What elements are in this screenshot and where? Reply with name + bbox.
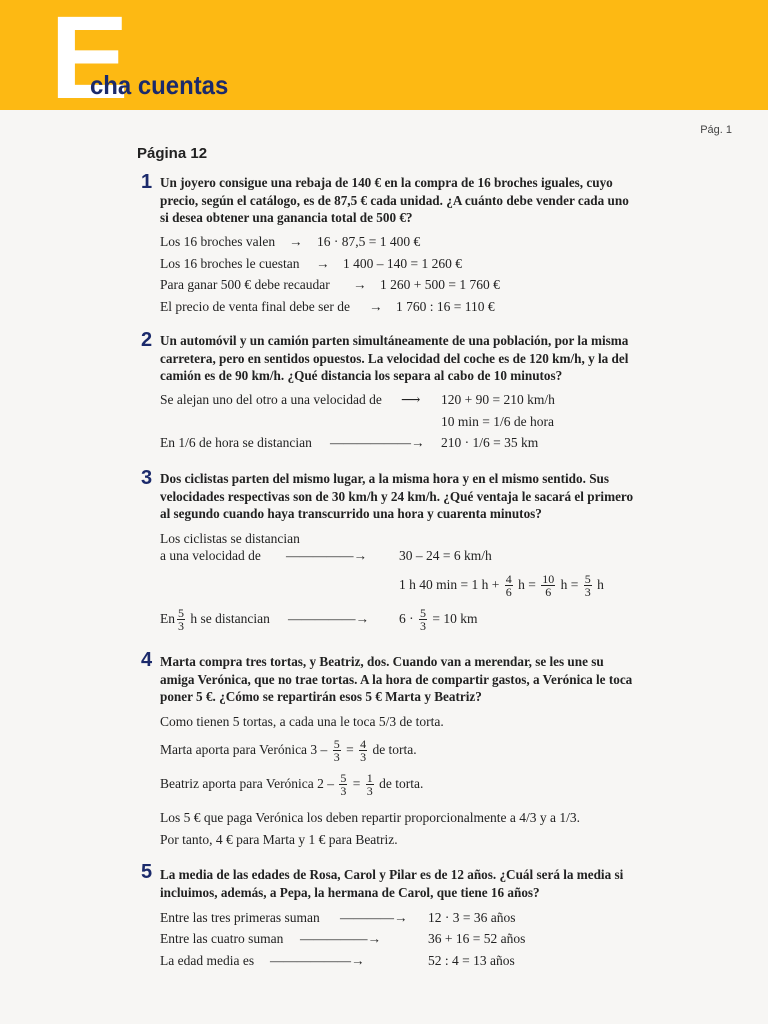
p4-row-2-text-c: de torta. — [372, 742, 417, 757]
fraction-numerator: 1 — [366, 771, 373, 786]
p3-row-3-text-b: h se distancian — [190, 611, 270, 626]
fraction-numerator: 5 — [333, 737, 340, 752]
p3-row-3-text-a: En — [160, 611, 175, 626]
fraction-denominator: 3 — [420, 619, 426, 634]
p4-row-1: Como tienen 5 tortas, a cada una le toca 5/3 de torta. — [160, 714, 444, 729]
p3-row-2-text-d: h — [597, 577, 604, 592]
p3-row-3-arrow: —————→ — [288, 611, 369, 626]
problem-5-number: 5 — [141, 861, 153, 883]
p5-row-3-label: La edad media es — [160, 953, 255, 968]
p5-row-2-label: Entre las cuatro suman — [160, 931, 284, 946]
p1-row-1-arrow: → — [289, 234, 303, 249]
fraction-numerator: 5 — [584, 572, 591, 587]
p1-row-4-label: El precio de venta final debe ser de — [160, 299, 351, 314]
p1-row-2-label: Los 16 broches le cuestan — [160, 256, 300, 271]
header-banner — [0, 0, 768, 124]
problem-3-statement: Dos ciclistas parten del mismo lugar, a la misma hora y en el mismo sentido. Sus velocidades respectivas son de 30 km/h y 24 km/h. ¿Qué ventaja le sacará el primero al segundo cuando haya transcurrido una hora y cuarenta minutos? — [160, 471, 634, 521]
p1-row-1-value: 16 · 87,5 = 1 400 € — [317, 234, 421, 249]
p3-row-2-text-a: 1 h 40 min = 1 h + — [399, 577, 500, 592]
p2-row-1-value: 120 + 90 = 210 km/h — [441, 392, 555, 407]
page-title: cha cuentas — [90, 70, 229, 100]
fraction-denominator: 3 — [584, 585, 591, 600]
p3-row-3-label — [160, 603, 270, 635]
fraction-denominator: 3 — [366, 784, 373, 799]
p2-row-2-value: 10 min = 1/6 de hora — [441, 414, 554, 429]
fraction — [339, 772, 347, 797]
fraction — [366, 772, 374, 797]
fraction-denominator: 6 — [545, 585, 552, 600]
fraction — [359, 738, 367, 763]
fraction-numerator: 4 — [360, 737, 367, 752]
p5-row-2-value: 36 + 16 = 52 años — [428, 931, 526, 946]
p3-row-3-value-b: = 10 km — [432, 611, 478, 626]
p5-row-1-arrow: ————→ — [340, 910, 408, 925]
p1-row-3-arrow: → — [353, 277, 367, 292]
problem-1-number: 1 — [141, 171, 153, 193]
p3-row-2-text-b: h = — [518, 577, 536, 592]
p1-row-4-arrow: → — [369, 299, 383, 314]
fraction-denominator: 3 — [340, 784, 347, 799]
p2-row-1-arrow: ⟶ — [401, 392, 421, 407]
problem-2-statement: Un automóvil y un camión parten simultáneamente de una población, por la misma carretera, pero en sentidos opuestos. La velocidad del coche es de 120 km/h, y la del camión es de 90 km/h. ¿Qué distancia los separa al cabo de 10 minutos? — [160, 333, 629, 383]
problem-1-statement: Un joyero consigue una rebaja de 140 € en la compra de 16 broches iguales, cuyo precio, según el catálogo, es de 87,5 € cada unidad. ¿A cuánto debe vender cada uno si desea obtener una ganancia total de 500 €? — [160, 175, 629, 225]
p4-row-4: Los 5 € que paga Verónica los deben repartir proporcionalmente a 4/3 y a 1/3. — [160, 810, 580, 825]
p5-row-1-value: 12 · 3 = 36 años — [428, 910, 516, 925]
p2-row-3-value: 210 · 1/6 = 35 km — [441, 435, 539, 450]
p4-row-2-text-a: Marta aporta para Verónica 3 – — [160, 742, 328, 757]
p3-row-1-label-b: a una velocidad de — [160, 548, 261, 563]
section-title: Página 12 — [137, 145, 208, 162]
p5-row-2-arrow: —————→ — [300, 931, 381, 946]
p2-row-1-label: Se alejan uno del otro a una velocidad de — [160, 392, 382, 407]
p3-row-2 — [399, 569, 604, 601]
p3-row-3-value-a: 6 · — [399, 611, 414, 626]
p4-row-3-text-c: de torta. — [379, 776, 424, 791]
fraction-denominator: 3 — [333, 750, 340, 765]
p4-row-3-text-a: Beatriz aporta para Verónica 2 – — [160, 776, 335, 791]
problem-4-statement: Marta compra tres tortas, y Beatriz, dos. Cuando van a merendar, se les une su amiga Verónica, que no trae tortas. A la hora de compartir gastos, a Verónica le toca poner 5 €. ¿Cómo se repartirán esos 5 € Marta y Beatriz? — [160, 654, 633, 704]
p4-row-5: Por tanto, 4 € para Marta y 1 € para Beatriz. — [160, 832, 398, 847]
fraction-numerator: 10 — [542, 572, 555, 587]
p1-row-3-label: Para ganar 500 € debe recaudar — [160, 277, 330, 292]
fraction — [177, 607, 185, 632]
problem-2-number: 2 — [141, 329, 153, 351]
problem-5-statement: La media de las edades de Rosa, Carol y Pilar es de 12 años. ¿Cuál será la media si incluimos, además, a Pepa, la hermana de Carol, que tiene 16 años? — [160, 867, 624, 900]
p1-row-2-arrow: → — [316, 256, 330, 271]
p1-row-2-value: 1 400 – 140 = 1 260 € — [343, 256, 462, 271]
fraction-numerator: 5 — [178, 606, 184, 621]
fraction — [333, 738, 341, 763]
p4-row-3-text-b: = — [352, 776, 361, 791]
fraction — [584, 573, 592, 598]
fraction-numerator: 5 — [340, 771, 347, 786]
p3-row-2-text-c: h = — [560, 577, 579, 592]
fraction — [505, 573, 513, 598]
problem-4-number: 4 — [141, 649, 153, 671]
p5-row-3-arrow: ——————→ — [270, 953, 365, 968]
p1-row-3-value: 1 260 + 500 = 1 760 € — [380, 277, 500, 292]
p4-row-2 — [160, 734, 417, 766]
fraction — [419, 607, 427, 632]
p5-row-1-label: Entre las tres primeras suman — [160, 910, 320, 925]
problem-3-number: 3 — [141, 467, 153, 489]
fraction-numerator: 4 — [505, 572, 512, 587]
fraction-denominator: 3 — [360, 750, 367, 765]
fraction-denominator: 3 — [178, 619, 184, 634]
p4-row-3 — [160, 768, 423, 800]
fraction-denominator: 6 — [505, 585, 512, 600]
page-number: Pág. 1 — [700, 124, 732, 136]
p3-row-1-value: 30 – 24 = 6 km/h — [399, 548, 492, 563]
p4-row-2-text-b: = — [346, 742, 354, 757]
p2-row-3-arrow: ——————→ — [330, 435, 425, 450]
p5-row-3-value: 52 : 4 = 13 años — [428, 953, 515, 968]
p1-row-4-value: 1 760 : 16 = 110 € — [396, 299, 495, 314]
p3-row-1-label-a: Los ciclistas se distancian — [160, 531, 300, 546]
fraction-numerator: 5 — [420, 606, 426, 621]
p3-row-1-arrow: —————→ — [286, 548, 367, 563]
p2-row-3-label: En 1/6 de hora se distancian — [160, 435, 312, 450]
p1-row-1-label: Los 16 broches valen — [160, 234, 276, 249]
fraction — [541, 573, 555, 598]
p3-row-3-value — [399, 603, 478, 635]
title-initial: E — [50, 0, 127, 124]
